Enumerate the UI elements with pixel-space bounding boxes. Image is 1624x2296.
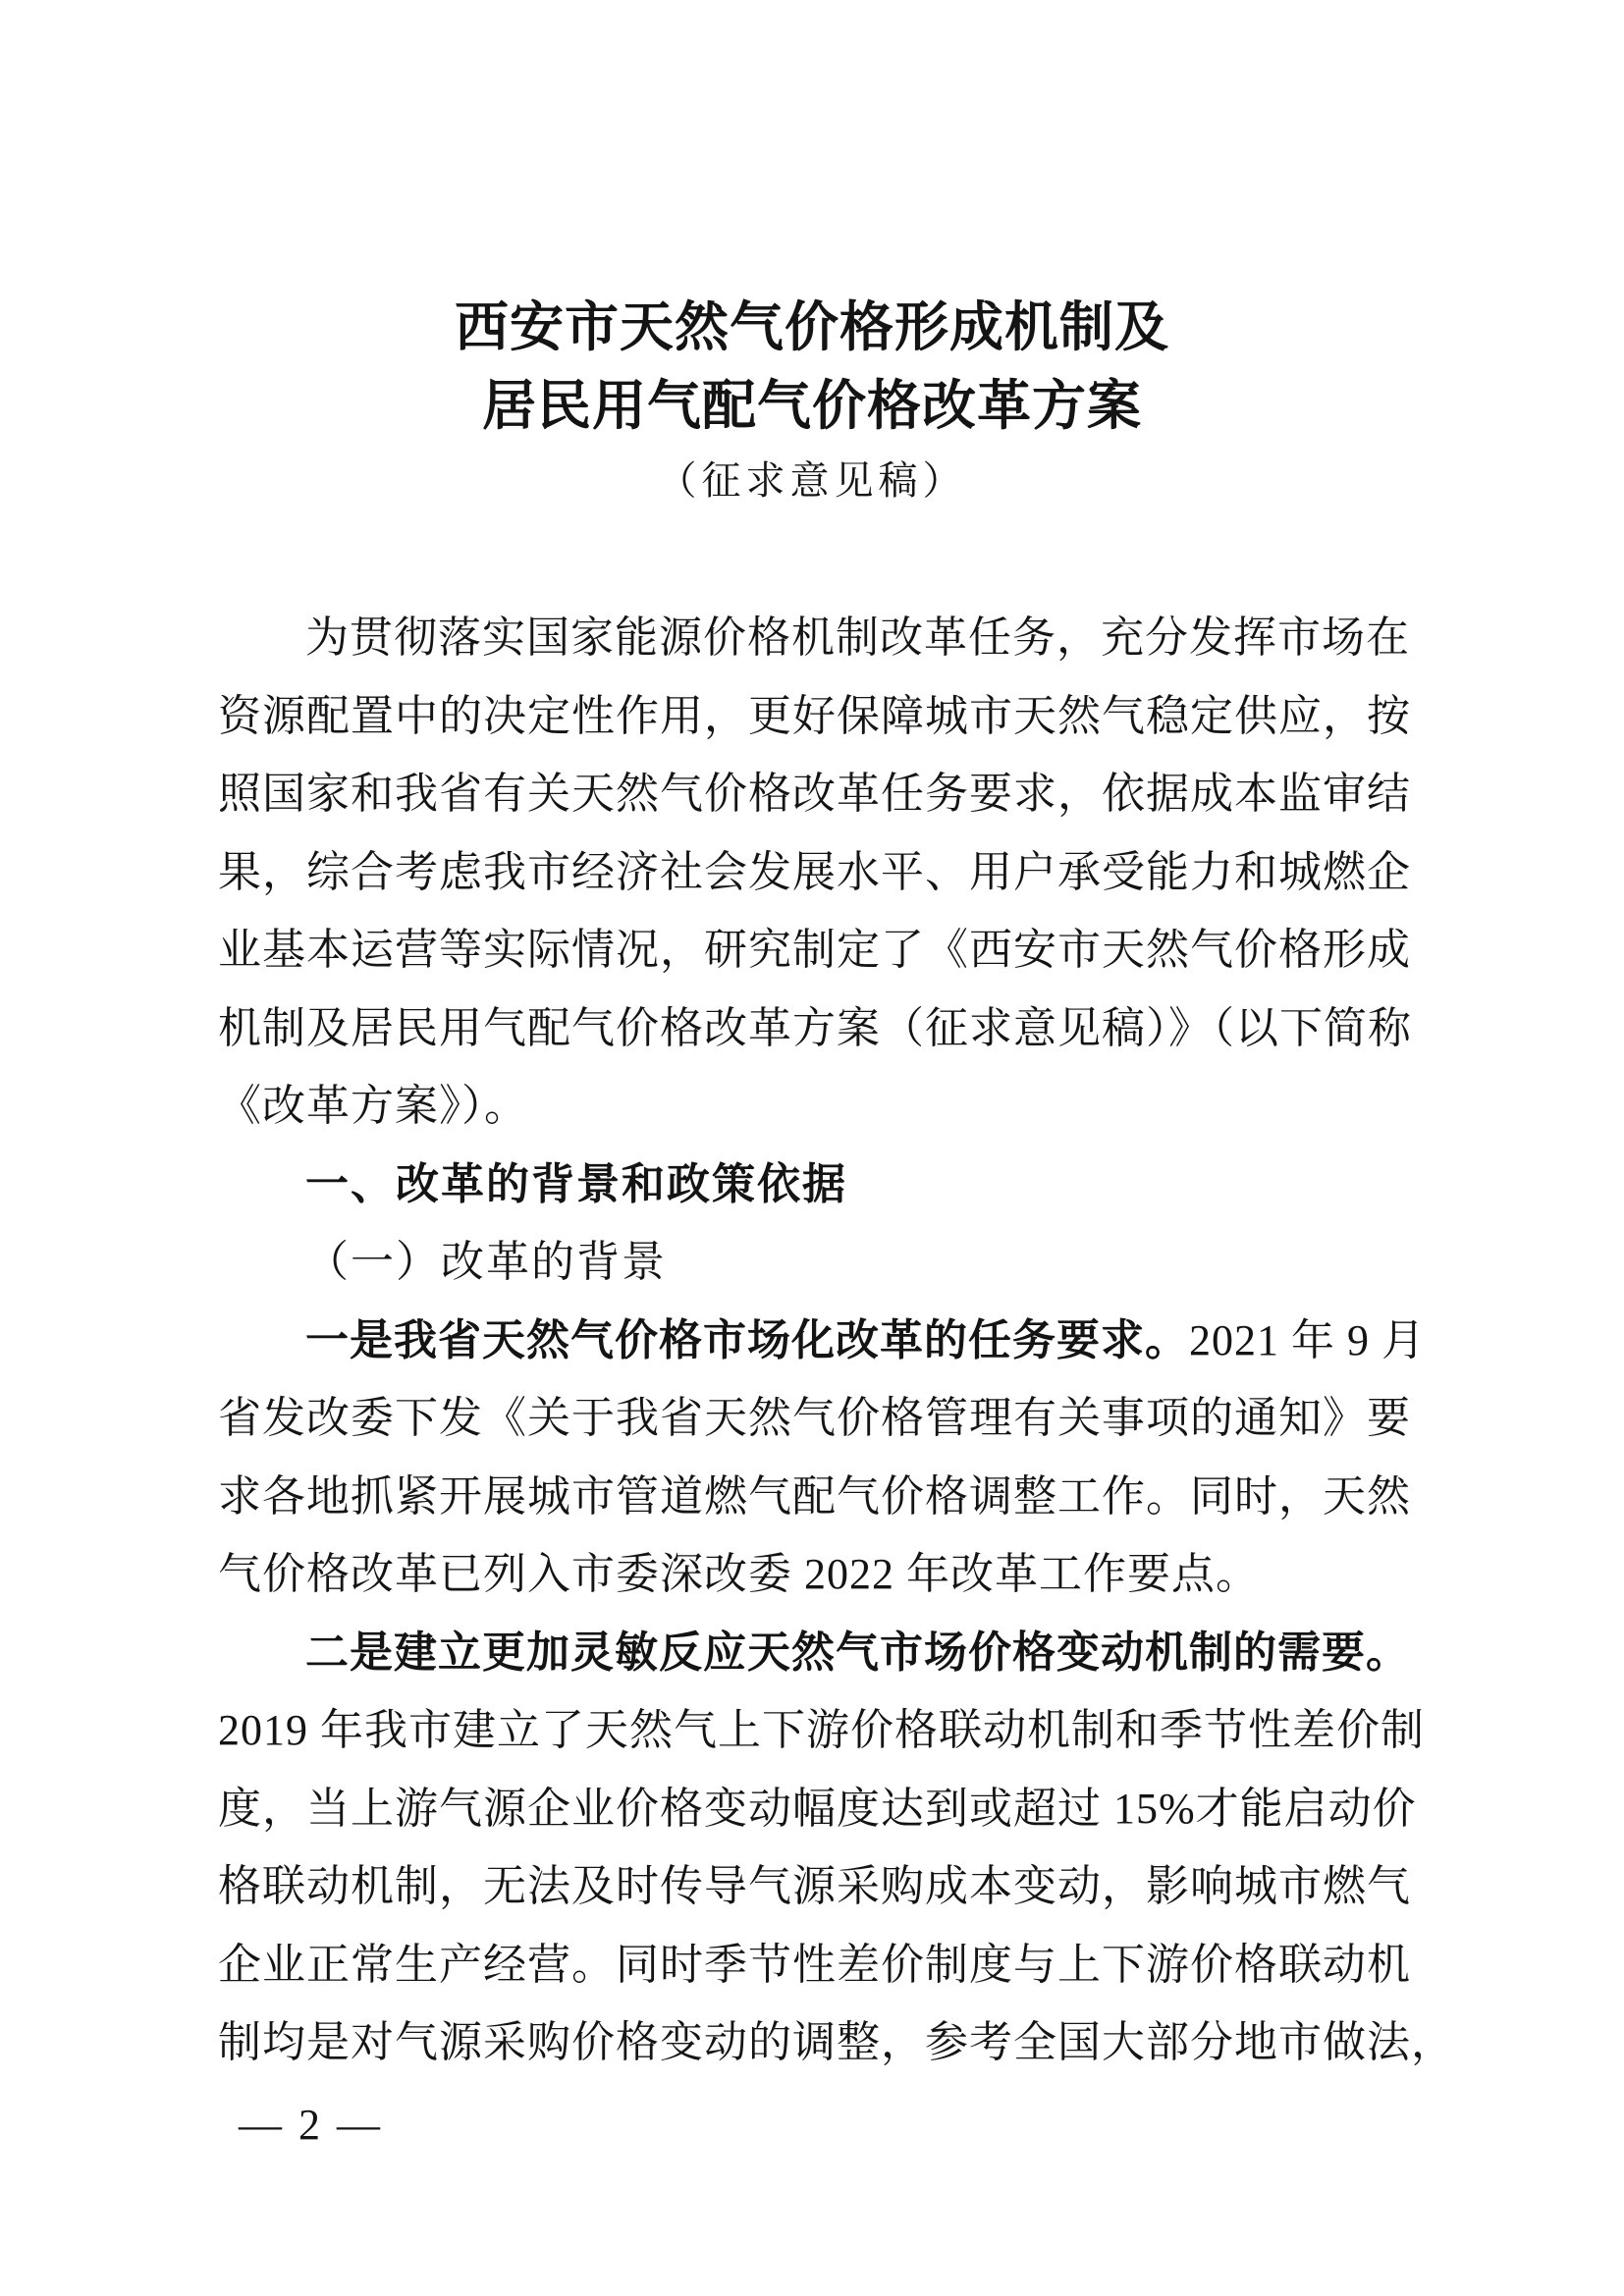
- text-run: 2019 年我市建立了天然气上下游价格联动机制和季节性差价制: [218, 1706, 1425, 1754]
- text-run: 资源配置中的决定性作用，更好保障城市天然气稳定供应，按: [218, 691, 1411, 740]
- text-line: [218, 677, 1435, 756]
- text-line: [218, 1847, 1435, 1926]
- text-line: [218, 599, 1435, 677]
- text-line: [218, 911, 1435, 989]
- text-line: [218, 1458, 1435, 1536]
- text-line: [218, 755, 1435, 833]
- text-line: [218, 1691, 1435, 1770]
- text-line: [218, 1614, 1435, 1692]
- text-run: 气价格改革已列入市委深改委 2022 年改革工作要点。: [218, 1550, 1260, 1598]
- text-run: 格联动机制，无法及时传导气源采购成本变动，影响城市燃气: [218, 1862, 1411, 1910]
- bold-text-run: 二是建立更加灵敏反应天然气市场价格变动机制的需要。: [305, 1628, 1410, 1677]
- text-line: [218, 1379, 1435, 1458]
- text-line: [218, 989, 1435, 1068]
- text-run: 企业正常生产经营。同时季节性差价制度与上下游价格联动机: [218, 1940, 1411, 1989]
- text-run: 制均是对气源采购价格变动的调整，参考全国大部分地市做法，: [218, 2018, 1455, 2066]
- document-title-line-1: 西安市天然气价格形成机制及: [454, 297, 1169, 357]
- bold-text-run: 一、改革的背景和政策依据: [305, 1159, 847, 1208]
- text-run: 《改革方案》）。: [218, 1082, 528, 1130]
- text-line: [218, 833, 1435, 912]
- text-run: 度，当上游气源企业价格变动幅度达到或超过 15%才能启动价: [218, 1784, 1417, 1833]
- text-run: 省发改委下发《关于我省天然气价格管理有关事项的通知》要: [218, 1394, 1411, 1442]
- text-run: 机制及居民用气配气价格改革方案（征求意见稿）》（以下简称: [218, 1003, 1412, 1052]
- text-run: 照国家和我省有关天然气价格改革任务要求，依据成本监审结: [218, 770, 1411, 818]
- text-line: [218, 1067, 1435, 1146]
- text-run: 果，综合考虑我市经济社会发展水平、用户承受能力和城燃企: [218, 847, 1411, 896]
- document-subtitle: （征求意见稿）: [657, 458, 967, 503]
- text-line: [218, 1770, 1435, 1848]
- text-run: 业基本运营等实际情况，研究制定了《西安市天然气价格形成: [218, 926, 1411, 974]
- text-line: [218, 1302, 1435, 1380]
- text-run: 为贯彻落实国家能源价格机制改革任务，充分发挥市场在: [305, 614, 1410, 662]
- sub-heading: [218, 1223, 1435, 1302]
- document-body: [218, 599, 1455, 2082]
- text-run: （一）改革的背景: [305, 1238, 667, 1286]
- page-number: — 2 —: [239, 2101, 383, 2149]
- document-title-line-2: 居民用气配气价格改革方案: [481, 376, 1142, 436]
- text-line: [218, 1535, 1435, 1614]
- bold-text-run: 一是我省天然气价格市场化改革的任务要求。: [305, 1315, 1189, 1364]
- text-run: 2021 年 9 月: [1189, 1315, 1426, 1364]
- text-line: [218, 1926, 1435, 2004]
- text-line: [218, 2003, 1455, 2082]
- section-heading: [218, 1146, 1435, 1224]
- text-run: 求各地抓紧开展城市管道燃气配气价格调整工作。同时，天然: [218, 1471, 1411, 1521]
